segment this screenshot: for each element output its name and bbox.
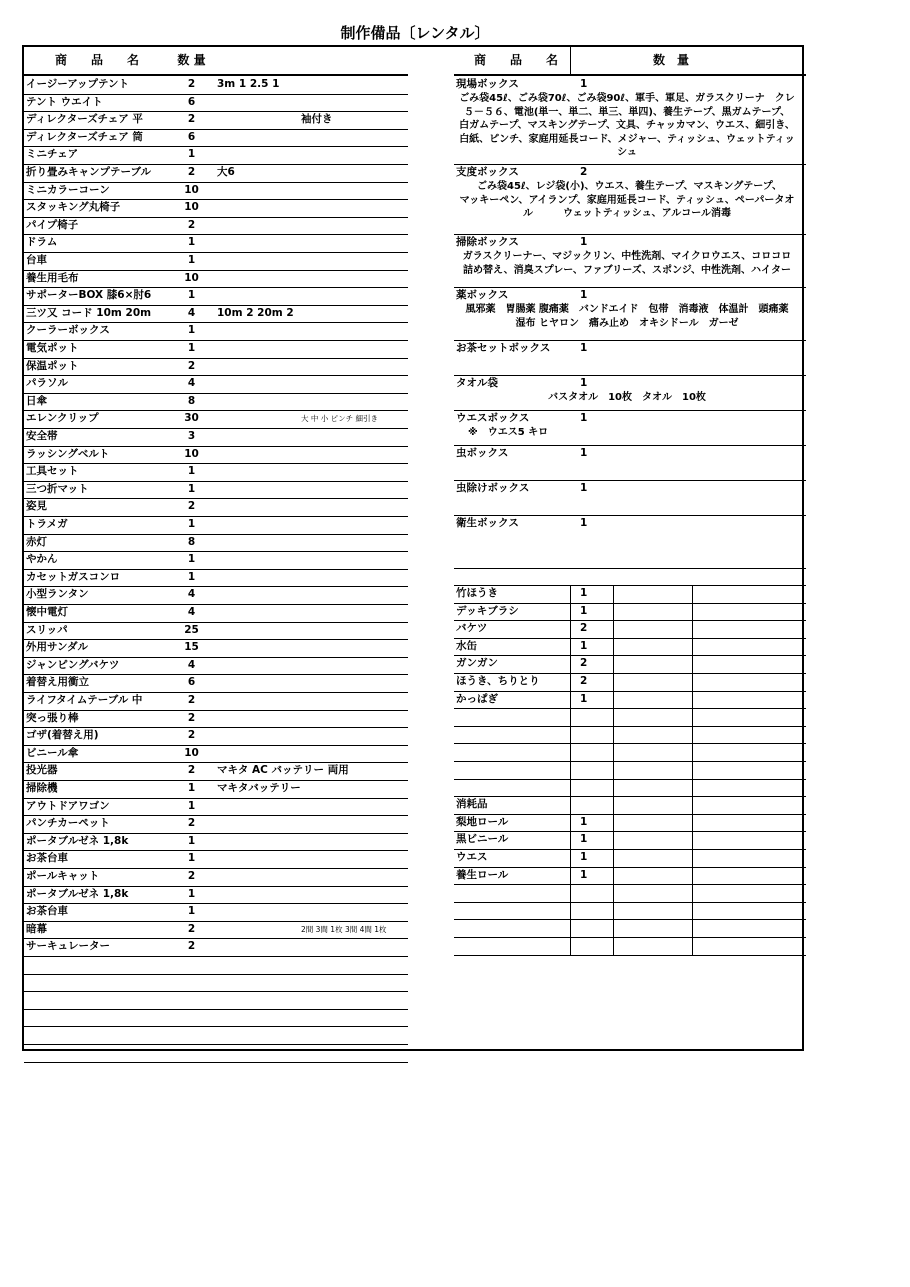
right-item-name: 水缶 [456,639,477,652]
left-item-qty: 6 [187,676,196,689]
left-item-qty: 10 [184,183,199,196]
left-item-qty: 1 [187,236,196,249]
left-item-qty: 1 [187,570,196,583]
box-name: 支度ボックス [456,166,519,178]
box-name: 掃除ボックス [456,236,519,248]
left-item-qty: 10 [184,201,199,214]
left-item-qty: 1 [187,782,196,794]
box-detail: ※ ウエス5 キロ [468,427,549,438]
left-item-qty: 4 [187,658,196,671]
box-row-line [454,568,806,569]
left-item-qty: 2 [187,166,196,178]
left-item-qty: 1 [187,834,196,847]
left-item-qty: 4 [187,377,196,390]
left-item-qty: 6 [187,95,196,108]
left-item-name: アウトドアワゴン [26,799,110,812]
left-item-qty: 4 [187,588,196,601]
box-qty: 1 [580,289,588,301]
left-item-name: 赤灯 [26,535,47,548]
left-item-qty: 4 [187,606,196,618]
left-item-qty: 2 [187,500,196,513]
left-item-qty: 1 [187,799,196,812]
box-name: お茶セットボックス [456,342,551,354]
right-column-line [692,585,693,955]
left-item-name: ミニカラーコーン [26,183,110,196]
box-qty: 1 [580,517,588,529]
left-item-name: 三ツ又 コード 10m 20m [26,306,152,319]
left-item-name: 暗幕 [26,922,47,935]
right-item-name: 梨地ロール [456,815,509,828]
left-item-name: 三つ折マット [26,482,89,495]
left-item-name: イージーアップテント [26,78,130,90]
left-item-qty: 2 [187,729,196,742]
left-item-qty: 30 [184,412,199,425]
left-item-qty: 15 [184,641,199,654]
left-item-name: 養生用毛布 [26,271,79,284]
left-item-name: ポールキャット [26,870,100,882]
left-item-name: ポータブルゼネ 1,8k [26,887,129,900]
left-item-qty: 3 [187,430,196,442]
left-item-name: パンチカーペット [26,817,110,830]
left-item-qty: 25 [184,623,199,636]
right-header-qty: 数 量 [652,53,689,67]
box-name: 虫除けボックス [456,482,530,494]
left-item-name: パラソル [26,377,68,390]
right-row-line [454,761,806,762]
left-row-line [24,991,408,992]
box-name: 虫ボックス [456,447,509,459]
left-item-name: 投光器 [26,764,58,777]
left-item-note: 3m 1 2.5 1 [217,78,280,90]
right-item-name: 消耗品 [456,798,488,811]
left-item-qty: 2 [187,218,196,231]
left-item-note: 10m 2 20m 2 [217,306,294,319]
left-item-qty: 1 [187,482,196,495]
right-item-name: 竹ほうき [456,587,498,599]
left-item-qty: 1 [187,887,196,900]
left-item-note: マキタ AC バッテリー 両用 [217,764,349,777]
box-qty: 1 [580,412,588,424]
box-name: ウエスボックス [456,412,530,424]
left-item-qty: 1 [187,905,196,918]
left-item-note2: 袖付き [301,113,333,126]
box-qty: 1 [580,377,588,389]
left-item-name: お茶台車 [26,905,68,918]
right-row-line [454,726,806,727]
left-item-name: やかん [26,553,58,566]
left-item-name: パイプ椅子 [26,218,79,231]
left-item-qty: 10 [184,271,199,284]
left-item-qty: 4 [187,306,196,319]
right-row-line [454,779,806,780]
left-row-line [24,1062,408,1063]
left-item-name: ライフタイムテーブル 中 [26,694,143,706]
right-item-qty: 1 [580,851,588,863]
left-item-qty: 2 [187,694,196,706]
left-item-name: ポータブルゼネ 1,8k [26,834,129,847]
left-item-name: 突っ張り棒 [26,711,79,724]
right-row-line [454,902,806,903]
right-item-qty: 1 [580,833,588,846]
left-item-name: エレンクリップ [26,412,99,425]
left-item-name: ラッシングベルト [26,447,110,460]
right-header-name: 商 品 名 [473,53,558,67]
right-item-name: デッキブラシ [456,604,519,617]
left-item-qty: 6 [187,130,196,143]
left-header-qty: 数 量 [177,53,206,67]
left-item-name: 電気ポット [26,342,79,354]
left-item-qty: 1 [187,553,196,566]
left-row-line [24,1026,408,1027]
left-item-name: カセットガスコンロ [26,570,121,583]
left-item-name: 保温ポット [26,359,79,372]
left-header-name: 商 品 名 [54,53,139,67]
right-item-qty: 1 [580,868,588,881]
left-item-qty: 1 [187,254,196,266]
right-row-line [454,937,806,938]
box-qty: 2 [580,166,588,178]
left-item-name: トラメガ [26,518,68,530]
right-row-line [454,708,806,709]
left-item-name: ディレクターズチェア 平 [26,113,143,126]
left-item-qty: 1 [187,518,196,530]
right-item-qty: 1 [580,692,588,705]
left-row-line [24,1009,408,1010]
left-item-note: 大6 [217,166,235,178]
box-qty: 1 [580,236,588,248]
left-row-line [24,1044,408,1045]
box-detail: 風邪薬 胃腸薬 腹痛薬 バンドエイド 包帯 消毒液 体温計 頭痛薬 湿布 ヒヤロン 痛み止め オキシドール ガーゼ [465,304,799,329]
left-item-note2: 大 中 小 ピンチ 細引き [301,414,379,424]
left-row-line [24,974,408,975]
left-item-name: 安全帯 [26,430,58,442]
right-column-line [613,585,614,955]
box-detail: バスタオル 10枚 タオル 10枚 [548,392,706,403]
box-qty: 1 [580,342,588,354]
right-item-name: かっぱぎ [456,692,498,705]
left-item-name: 折り畳みキャンプテーブル [26,166,152,178]
left-item-name: スリッパ [26,623,68,636]
left-item-name: お茶台車 [26,852,68,865]
box-detail: ごみ袋45ℓ、ごみ袋70ℓ、ごみ袋90ℓ、軍手、軍足、ガラスクリーナ クレ５－５６、電池(単一、単二、単三、単四)、養生テープ、黒ガムテープ、 白ガムテープ、マスキングテープ、文具、チャッカマン、ウエス、細引き、白紙、ピンチ、家庭用延長コード、メジャー、ティッシュ、ウェットティッシュ [459,93,795,158]
left-item-name: 日傘 [26,394,47,407]
left-item-qty: 10 [184,447,199,460]
left-item-qty: 2 [187,113,196,126]
left-item-name: 姿見 [26,500,47,513]
box-name: 薬ボックス [456,289,509,301]
right-item-qty: 1 [580,639,588,652]
right-item-qty: 1 [580,587,588,599]
left-item-qty: 1 [187,148,196,161]
left-item-name: スタッキング丸椅子 [26,201,121,214]
box-name: タオル袋 [456,377,498,389]
left-item-qty: 8 [187,535,196,548]
right-item-name: ガンガン [456,657,498,670]
left-item-qty: 2 [187,78,196,90]
left-item-name: テント ウエイト [26,95,103,108]
left-item-name: 着替え用衝立 [26,676,89,689]
left-item-name: ドラム [26,236,58,249]
left-item-qty: 2 [187,922,196,935]
left-item-name: 小型ランタン [26,588,89,601]
left-item-name: ビニール傘 [26,746,79,759]
left-item-name: ディレクターズチェア 筒 [26,130,143,143]
box-detail: ガラスクリーナー、マジックリン、中性洗剤、マイクロウエス、コロコロ詰め替え、消臭スプレー、ファブリーズ、スポンジ、中性洗剤、ハイター [462,251,792,276]
right-column-line [570,585,571,955]
left-item-qty: 1 [187,342,196,354]
right-item-qty: 2 [580,622,588,635]
left-item-name: サポーターBOX 膝6×肘6 [26,289,152,302]
left-item-qty: 2 [187,711,196,724]
left-item-note: マキタバッテリー [217,782,301,794]
left-item-qty: 1 [187,852,196,865]
left-item-name: 台車 [26,254,47,266]
right-row-line [454,884,806,885]
page-title: 制作備品〔レンタル〕 [340,24,490,42]
left-item-name: ゴザ(着替え用) [26,729,99,742]
right-row-line [454,919,806,920]
box-qty: 1 [580,78,588,90]
equipment-sheet [22,45,807,1051]
right-item-name: 黒ビニール [456,833,509,846]
left-item-qty: 8 [187,394,196,407]
box-detail: ごみ袋45ℓ、レジ袋(小)、ウエス、養生テープ、マスキングテープ、 マッキーペン、アイランプ、家庭用延長コード、ティッシュ、ペーパータオル ウェットティッシュ、アルコール消毒 [459,181,807,219]
left-item-qty: 2 [187,764,196,777]
left-item-name: 工具セット [26,465,79,478]
right-item-name: バケツ [456,622,488,635]
left-item-qty: 2 [187,870,196,882]
left-item-qty: 1 [187,465,196,478]
left-item-name: ジャンピングバケツ [26,658,120,671]
box-name: 現場ボックス [456,78,519,90]
left-row-line [24,956,408,957]
left-item-note2: 2間 3間 1枚 3間 4間 1枚 [301,924,387,934]
left-item-name: 外用サンダル [26,641,89,654]
right-item-qty: 1 [580,604,588,617]
right-row-line [454,743,806,744]
right-row-line [454,955,806,956]
left-item-name: ミニチェア [26,148,79,161]
box-qty: 1 [580,482,588,494]
left-item-qty: 2 [187,940,196,953]
left-item-name: 掃除機 [26,782,58,794]
right-item-qty: 2 [580,675,588,687]
left-item-name: 懐中電灯 [26,606,68,618]
left-item-qty: 2 [187,817,196,830]
right-item-name: 養生ロール [456,868,509,881]
left-item-qty: 1 [187,289,196,302]
left-item-qty: 10 [184,746,199,759]
left-item-name: クーラーボックス [26,324,110,337]
left-item-name: サーキュレーター [26,940,110,953]
left-item-qty: 2 [187,359,196,372]
right-item-qty: 2 [580,657,588,670]
box-name: 衛生ボックス [456,517,519,529]
box-qty: 1 [580,447,588,459]
right-item-name: ほうき、ちりとり [456,675,540,687]
right-item-name: ウエス [456,851,488,863]
left-item-qty: 1 [187,324,196,337]
right-item-qty: 1 [580,815,588,828]
